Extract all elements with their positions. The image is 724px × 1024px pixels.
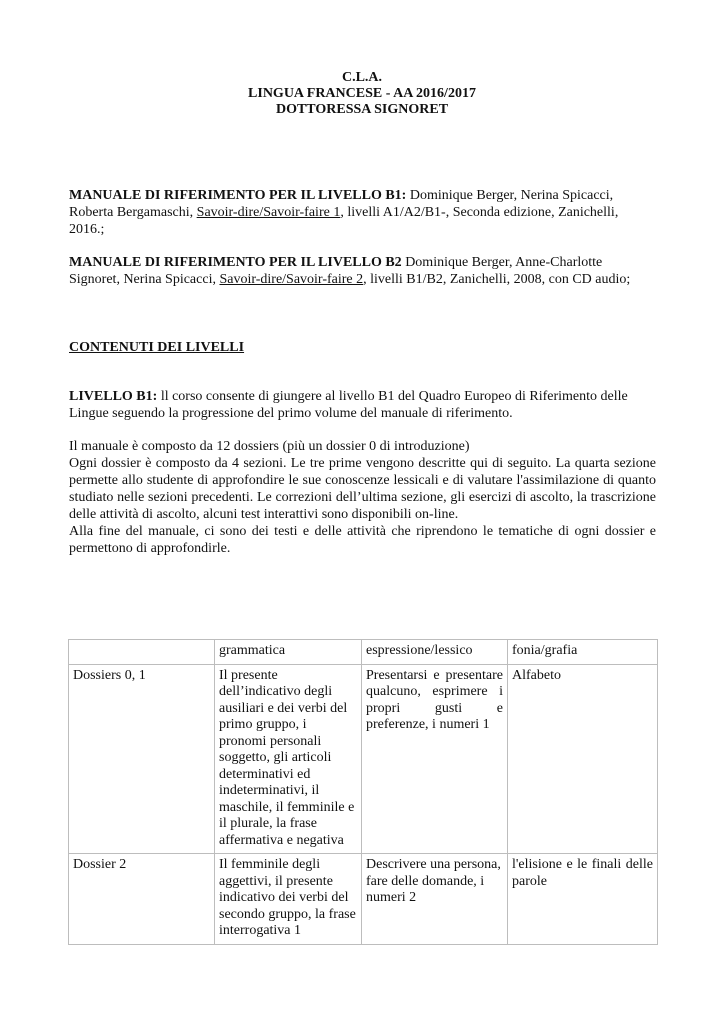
manual-b1-label: MANUALE DI RIFERIMENTO PER IL LIVELLO B1: [69,188,407,203]
description-closing: Alla fine del manuale, ci sono dei testi e delle attività che riprendono le tematiche di ogni dossier e permettono di approfondirle. [69,524,656,556]
table-cell-espressione: Presentarsi e presentare qualcuno, esprimere i propri gusti e preferenze, i numeri 1 [362,664,508,854]
table-cell-grammatica: Il femminile degli aggettivi, il presente indicativo dei verbi del secondo gruppo, la frase interrogativa 1 [215,854,362,945]
table-cell-dossier: Dossier 2 [69,854,215,945]
table-header-cell [69,640,215,665]
manual-description [69,438,656,557]
table-header-row [69,640,658,665]
header-line-1: C.L.A. [341,70,383,85]
manual-b1-text-c: , livelli A1/A2/B1-, Seconda edizione, Zanichelli, [340,205,619,220]
description-line-1: Il manuale è composto da 12 dossiers (più un dossier 0 di introduzione) [69,439,470,454]
livello-b1-paragraph [69,388,656,422]
manual-b2-paragraph [69,254,656,288]
manual-b2-text-c: , livelli B1/B2, Zanichelli, 2008, con CD audio; [363,272,631,287]
manual-b1-text-d: 2016.; [69,222,105,237]
table-cell-grammatica: Il presente dell’indicativo degli ausiliari e dei verbi del primo gruppo, i pronomi personali soggetto, gli articoli determinativi ed indeterminativi, il maschile, il femminile e il plurale, la frase affermativa e negativa [215,664,362,854]
table-row [69,664,658,854]
manual-b1-paragraph [69,187,656,238]
table-header-cell: grammatica [215,640,362,665]
header-line-3: DOTTORESSA SIGNORET [275,102,449,117]
manual-b2-text-a: Dominique Berger, Anne-Charlotte [401,255,603,270]
table-header-cell: espressione/lessico [362,640,508,665]
livello-b1-line-2: Lingue seguendo la progressione del primo volume del manuale di riferimento. [69,406,513,421]
livello-b1-line-1: ll corso consente di giungere al livello B1 del Quadro Europeo di Riferimento delle [157,389,628,404]
contents-table [68,639,658,945]
manual-b2-title: Savoir-dire/Savoir-faire 2 [219,272,364,287]
manual-b1-title: Savoir-dire/Savoir-faire 1 [196,205,341,220]
header-line-2: LINGUA FRANCESE - AA 2016/2017 [248,86,476,101]
livello-b1-label: LIVELLO B1: [69,389,158,404]
description-body: Ogni dossier è composto da 4 sezioni. Le tre prime vengono descritte qui di seguito. La quarta sezione permette allo studente di approfondire le sue conoscenze lessicali e di valutare l'assimilazione di quanto studiato nelle sezioni precedenti. Le correzioni dell’ultima sezione, gli esercizi di ascolto, la trascrizione delle attività di ascolto, alcuni test interattivi sono disponibili on-line. [69,456,656,522]
document-header [0,70,724,118]
manual-b1-text-a: Dominique Berger, Nerina Spicacci, [406,188,614,203]
table-cell-dossier: Dossiers 0, 1 [69,664,215,854]
table-cell-fonia: l'elisione e le finali delle parole [508,854,658,945]
table-header-cell: fonia/grafia [508,640,658,665]
section-title: CONTENUTI DEI LIVELLI [69,340,245,355]
manual-b2-label: MANUALE DI RIFERIMENTO PER IL LIVELLO B2 [69,255,402,270]
table-cell-espressione: Descrivere una persona, fare delle domande, i numeri 2 [362,854,508,945]
manual-b2-text-b: Signoret, Nerina Spicacci, [69,272,220,287]
table-cell-fonia: Alfabeto [508,664,658,854]
table-row [69,854,658,945]
manual-b1-text-b: Roberta Bergamaschi, [69,205,197,220]
